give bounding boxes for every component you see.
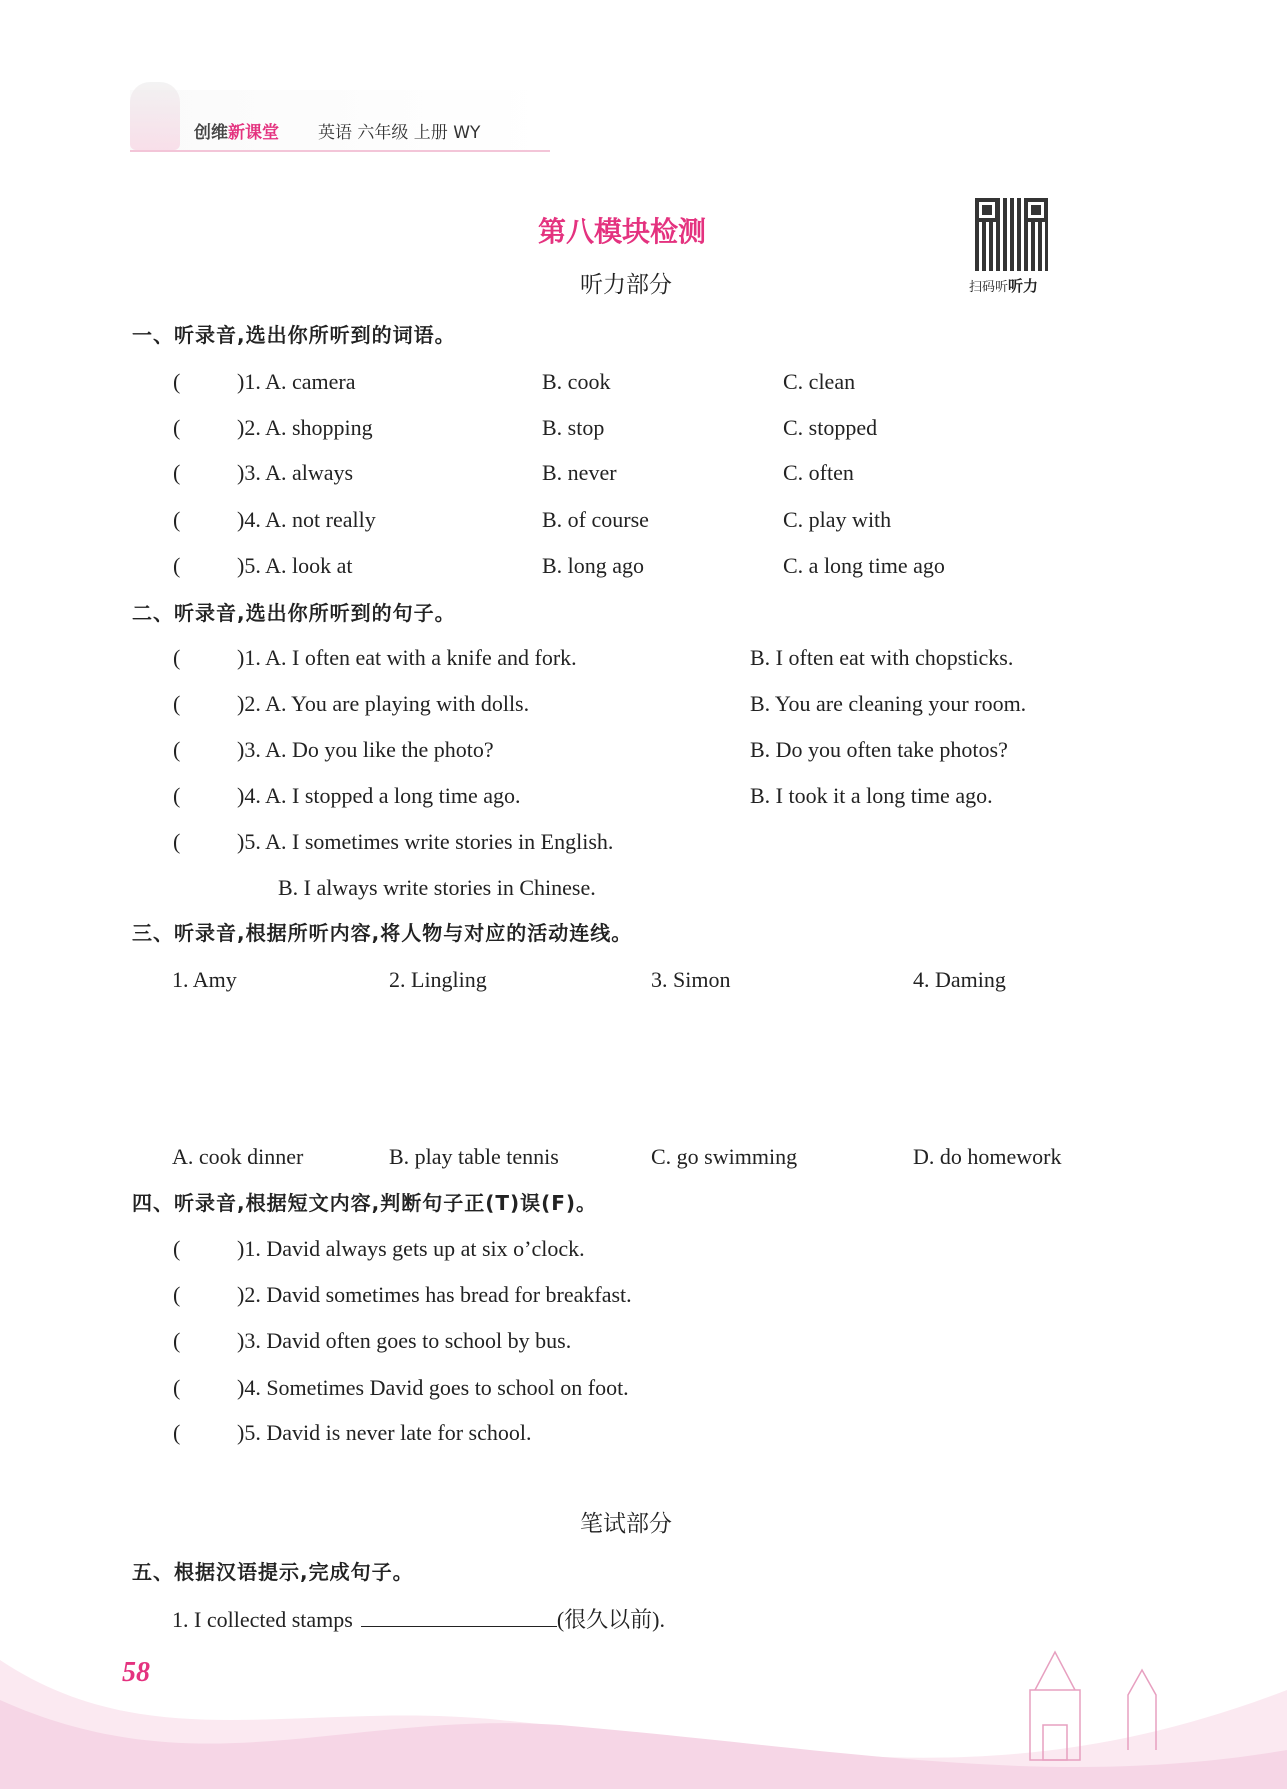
answer-blank[interactable]: ( (173, 829, 181, 854)
person-name: 1. Amy (172, 967, 237, 992)
option-b: B. Do you often take photos? (750, 737, 1008, 762)
answer-blank[interactable]: ( (173, 1420, 181, 1445)
option-a: )1. A. camera (237, 369, 356, 394)
activity: B. play table tennis (389, 1144, 559, 1169)
qr-code[interactable] (975, 198, 1048, 271)
chinese-hint: (很久以前). (556, 1607, 665, 1632)
brand-dark: 创维 (194, 123, 228, 143)
section-1-heading: 一、听录音,选出你所听到的词语。 (132, 323, 456, 347)
person-name: 2. Lingling (389, 967, 487, 992)
option-c: C. play with (783, 507, 892, 532)
answer-blank[interactable]: ( (173, 507, 181, 532)
answer-blank[interactable]: ( (173, 1282, 181, 1307)
brand-pink: 新课堂 (228, 123, 279, 143)
option-c: C. a long time ago (783, 553, 945, 578)
statement: )2. David sometimes has bread for breakfast. (237, 1282, 632, 1307)
answer-blank[interactable]: ( (173, 415, 181, 440)
answer-blank[interactable]: ( (173, 691, 181, 716)
activity: D. do homework (913, 1144, 1062, 1169)
option-a: )5. A. look at (237, 553, 353, 578)
person-name: 4. Daming (913, 967, 1006, 992)
answer-blank[interactable]: ( (173, 783, 181, 808)
answer-blank[interactable]: ( (173, 1375, 181, 1400)
listening-title: 听力部分 (580, 272, 672, 298)
answer-blank[interactable]: ( (173, 460, 181, 485)
qr-caption (969, 275, 1038, 296)
option-b: B. I took it a long time ago. (750, 783, 993, 808)
option-b: B. cook (542, 369, 611, 394)
section-3-heading: 三、听录音,根据所听内容,将人物与对应的活动连线。 (132, 921, 633, 945)
option-a: )2. A. You are playing with dolls. (237, 691, 530, 716)
option-b: B. I always write stories in Chinese. (278, 875, 596, 900)
qr-caption-small: 扫码听 (969, 280, 1009, 295)
header-brand (194, 118, 279, 143)
section-2-heading: 二、听录音,选出你所听到的句子。 (132, 601, 456, 625)
statement: )1. David always gets up at six o’clock. (237, 1236, 585, 1261)
option-b: B. You are cleaning your room. (750, 691, 1027, 716)
page-title: 第八模块检测 (538, 215, 707, 248)
option-b: B. of course (542, 507, 649, 532)
option-c: C. clean (783, 369, 856, 394)
section-5-heading: 五、根据汉语提示,完成句子。 (132, 1560, 414, 1584)
option-c: C. often (783, 460, 854, 485)
answer-blank[interactable]: ( (173, 1328, 181, 1353)
option-a: )2. A. shopping (237, 415, 373, 440)
fill-sentence: 1. I collected stamps (很久以前). (172, 1607, 665, 1632)
option-a: )5. A. I sometimes write stories in English. (237, 829, 614, 854)
mascot-illustration (130, 82, 180, 150)
answer-input[interactable] (361, 1606, 557, 1627)
qr-caption-bold: 听力 (1008, 277, 1039, 295)
page-number: 58 (122, 1657, 150, 1688)
option-b: B. stop (542, 415, 605, 440)
activity: C. go swimming (651, 1144, 798, 1169)
statement: )4. Sometimes David goes to school on foot. (237, 1375, 629, 1400)
header-book: 英语 六年级 上册 WY (318, 123, 481, 143)
bottom-wave-decoration (0, 1640, 1287, 1789)
option-b: B. long ago (542, 553, 645, 578)
option-b: B. I often eat with chopsticks. (750, 645, 1014, 670)
option-a: )4. A. not really (237, 507, 376, 532)
option-a: )1. A. I often eat with a knife and fork. (237, 645, 577, 670)
option-a: )4. A. I stopped a long time ago. (237, 783, 521, 808)
answer-blank[interactable]: ( (173, 553, 181, 578)
option-a: )3. A. Do you like the photo? (237, 737, 494, 762)
answer-blank[interactable]: ( (173, 645, 181, 670)
writing-title: 笔试部分 (580, 1511, 672, 1537)
option-a: )3. A. always (237, 460, 354, 485)
statement: )5. David is never late for school. (237, 1420, 532, 1445)
person-name: 3. Simon (651, 967, 731, 992)
activity: A. cook dinner (172, 1144, 304, 1169)
option-b: B. never (542, 460, 617, 485)
answer-blank[interactable]: ( (173, 737, 181, 762)
answer-blank[interactable]: ( (173, 369, 181, 394)
statement: )3. David often goes to school by bus. (237, 1328, 572, 1353)
answer-blank[interactable]: ( (173, 1236, 181, 1261)
option-c: C. stopped (783, 415, 878, 440)
section-4-heading: 四、听录音,根据短文内容,判断句子正(T)误(F)。 (132, 1191, 598, 1215)
